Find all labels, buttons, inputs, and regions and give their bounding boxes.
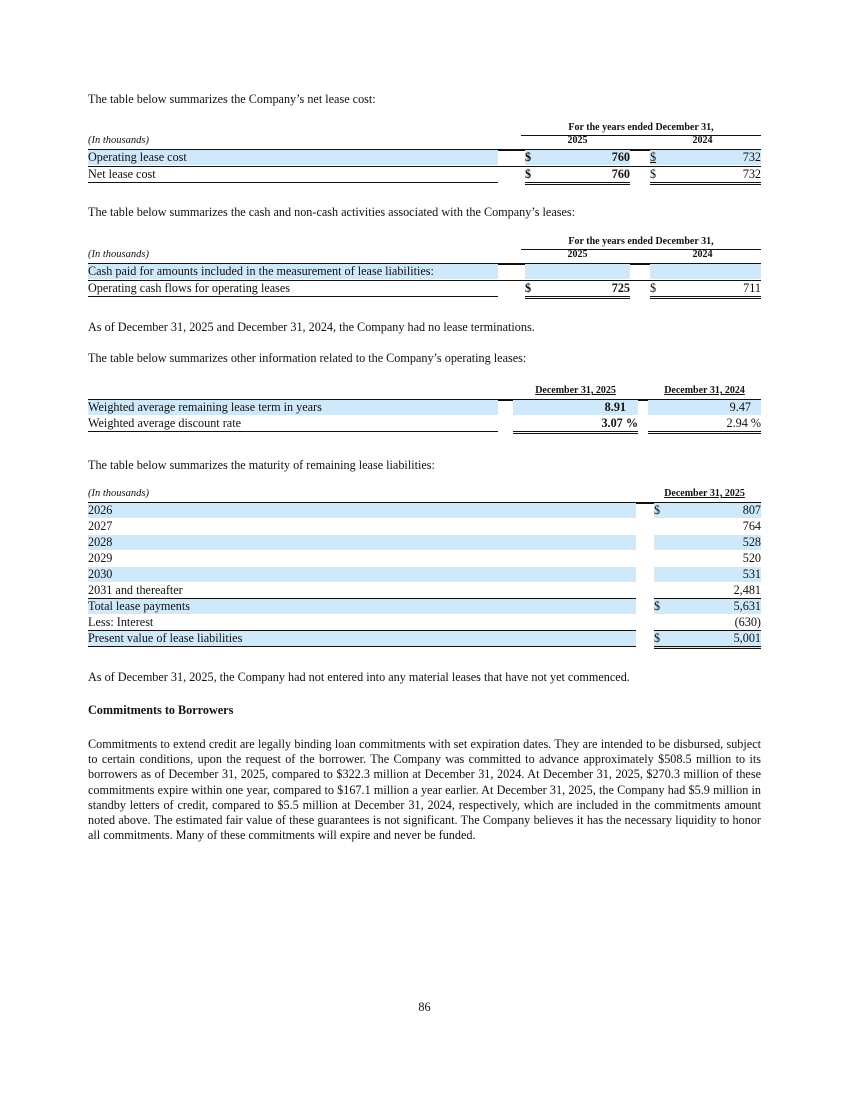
currency-symbol: $ [654,503,761,518]
section-heading-commitments: Commitments to Borrowers [88,703,234,717]
page-number: 86 [418,1000,431,1014]
row-label: Total lease payments [88,599,636,614]
para-lease-terminations: As of December 31, 2025 and December 31, 2024, the Company had no lease terminations. [88,320,535,334]
row-label: Less: Interest [88,615,636,631]
row-value: 5,001 [733,631,761,645]
net-lease-cost-table [88,120,761,183]
value-text: 8.91 [604,400,626,414]
row-label: Net lease cost [88,167,156,181]
row-label: 2026 [88,503,636,518]
table3-col-2024: December 31, 2024 [664,385,745,396]
row-rule [88,296,498,297]
row-value: 2,481 [654,583,761,599]
intro-operating-leases: The table below summarizes other information related to the Company’s operating leases: [88,351,527,365]
row-label: Operating cash flows for operating leases [88,281,291,295]
table1-col-2025: 2025 [567,135,588,146]
table-row [88,583,761,599]
row-label: 2030 [88,567,636,582]
value-2024: 711 [743,281,761,295]
row-label: 2027 [88,519,113,533]
table-row [88,264,761,280]
table-row [88,615,761,631]
value-2025: 760 [611,150,630,164]
row-label: Operating lease cost [88,150,498,165]
value-text: 9.47 [729,400,751,414]
currency-symbol: $ [650,150,761,165]
row-label: Present value of lease liabilities [88,631,636,647]
cash-activities-table [88,234,761,297]
value-2024 [648,400,761,415]
currency-symbol: $ [650,167,761,185]
row-value: 528 [654,535,761,550]
currency-symbol: $ [650,281,761,299]
row-value: 520 [742,551,761,565]
table-row [88,519,761,535]
maturity-table [88,486,761,647]
row-label: Weighted average remaining lease term in years [88,400,498,415]
currency-symbol: $ [654,631,761,649]
para-commitments: Commitments to extend credit are legally binding loan commitments with set expiration dates. They are intended to be disbursed, subject to certain conditions, upon the request of the borrower. The Company was committed to advance approximately $508.5 million to its borrowers as of December 31, 2025, compared to $322.3 million at December 31, 2024. At December 31, 2025, $270.3 million of these commitments expire within one year, compared to $167.1 million a year earlier. At December 31, 2025, the Company had $5.9 million in standby letters of credit, compared to $5.5 million at December 31, 2024, respectively, which are included in the commitments amount noted above. The estimated fair value of these guarantees is not significant. The Company believes it has the necessary liquidity to honor all commitments. Many of these commitments will expire and never be funded. [88,737,761,843]
value-2025: 760 [611,167,630,181]
value-2025 [513,400,638,415]
value-2024: 2.94 % [648,416,761,434]
row-value: 807 [742,503,761,517]
value-2024: 732 [742,167,761,181]
table1-unit-label: (In thousands) [88,135,149,146]
row-label: 2029 [88,551,113,565]
table4-unit-label: (In thousands) [88,488,149,499]
empty-cell [650,264,761,279]
intro-net-lease-cost: The table below summarizes the Company’s net lease cost: [88,92,376,106]
row-label: 2028 [88,535,636,550]
table-row [88,599,761,615]
empty-cell [525,264,630,279]
table4-col-2025: December 31, 2025 [664,488,745,499]
row-label: Weighted average discount rate [88,416,498,432]
table-row [88,567,761,583]
currency-symbol: $ [654,599,761,614]
operating-leases-info-table [88,383,761,432]
value-2025: 725 [611,281,630,295]
table-row [88,400,761,416]
row-label: Cash paid for amounts included in the measurement of lease liabilities: [88,264,498,279]
intro-cash-activities: The table below summarizes the cash and non-cash activities associated with the Company’s leases: [88,205,576,219]
table2-unit-label: (In thousands) [88,249,149,260]
table2-col-2024: 2024 [692,249,713,260]
table-row [88,631,761,647]
table1-col-2024: 2024 [692,135,713,146]
table-row [88,280,761,297]
table-row [88,166,761,183]
table3-col-2025: December 31, 2025 [535,385,616,396]
para-not-commenced: As of December 31, 2025, the Company had not entered into any material leases that have not yet commenced. [88,670,630,684]
row-value: 531 [654,567,761,582]
table-row [88,503,761,519]
row-value: (630) [654,615,761,631]
table-row [88,551,761,567]
table-row [88,535,761,551]
value-2025: 3.07 % [513,416,638,434]
table-row [88,416,761,432]
row-label: 2031 and thereafter [88,583,636,599]
row-value: 764 [742,519,761,533]
table2-col-2025: 2025 [567,249,588,260]
currency-symbol: $ [525,167,630,185]
value-2024: 732 [742,150,761,164]
row-rule [88,182,498,183]
currency-symbol: $ [525,150,630,165]
table-row [88,150,761,166]
row-value: 5,631 [733,599,761,613]
table1-period-header: For the years ended December 31, [568,122,714,133]
currency-symbol: $ [525,281,630,299]
table2-period-header: For the years ended December 31, [568,236,714,247]
intro-maturity: The table below summarizes the maturity of remaining lease liabilities: [88,458,435,472]
